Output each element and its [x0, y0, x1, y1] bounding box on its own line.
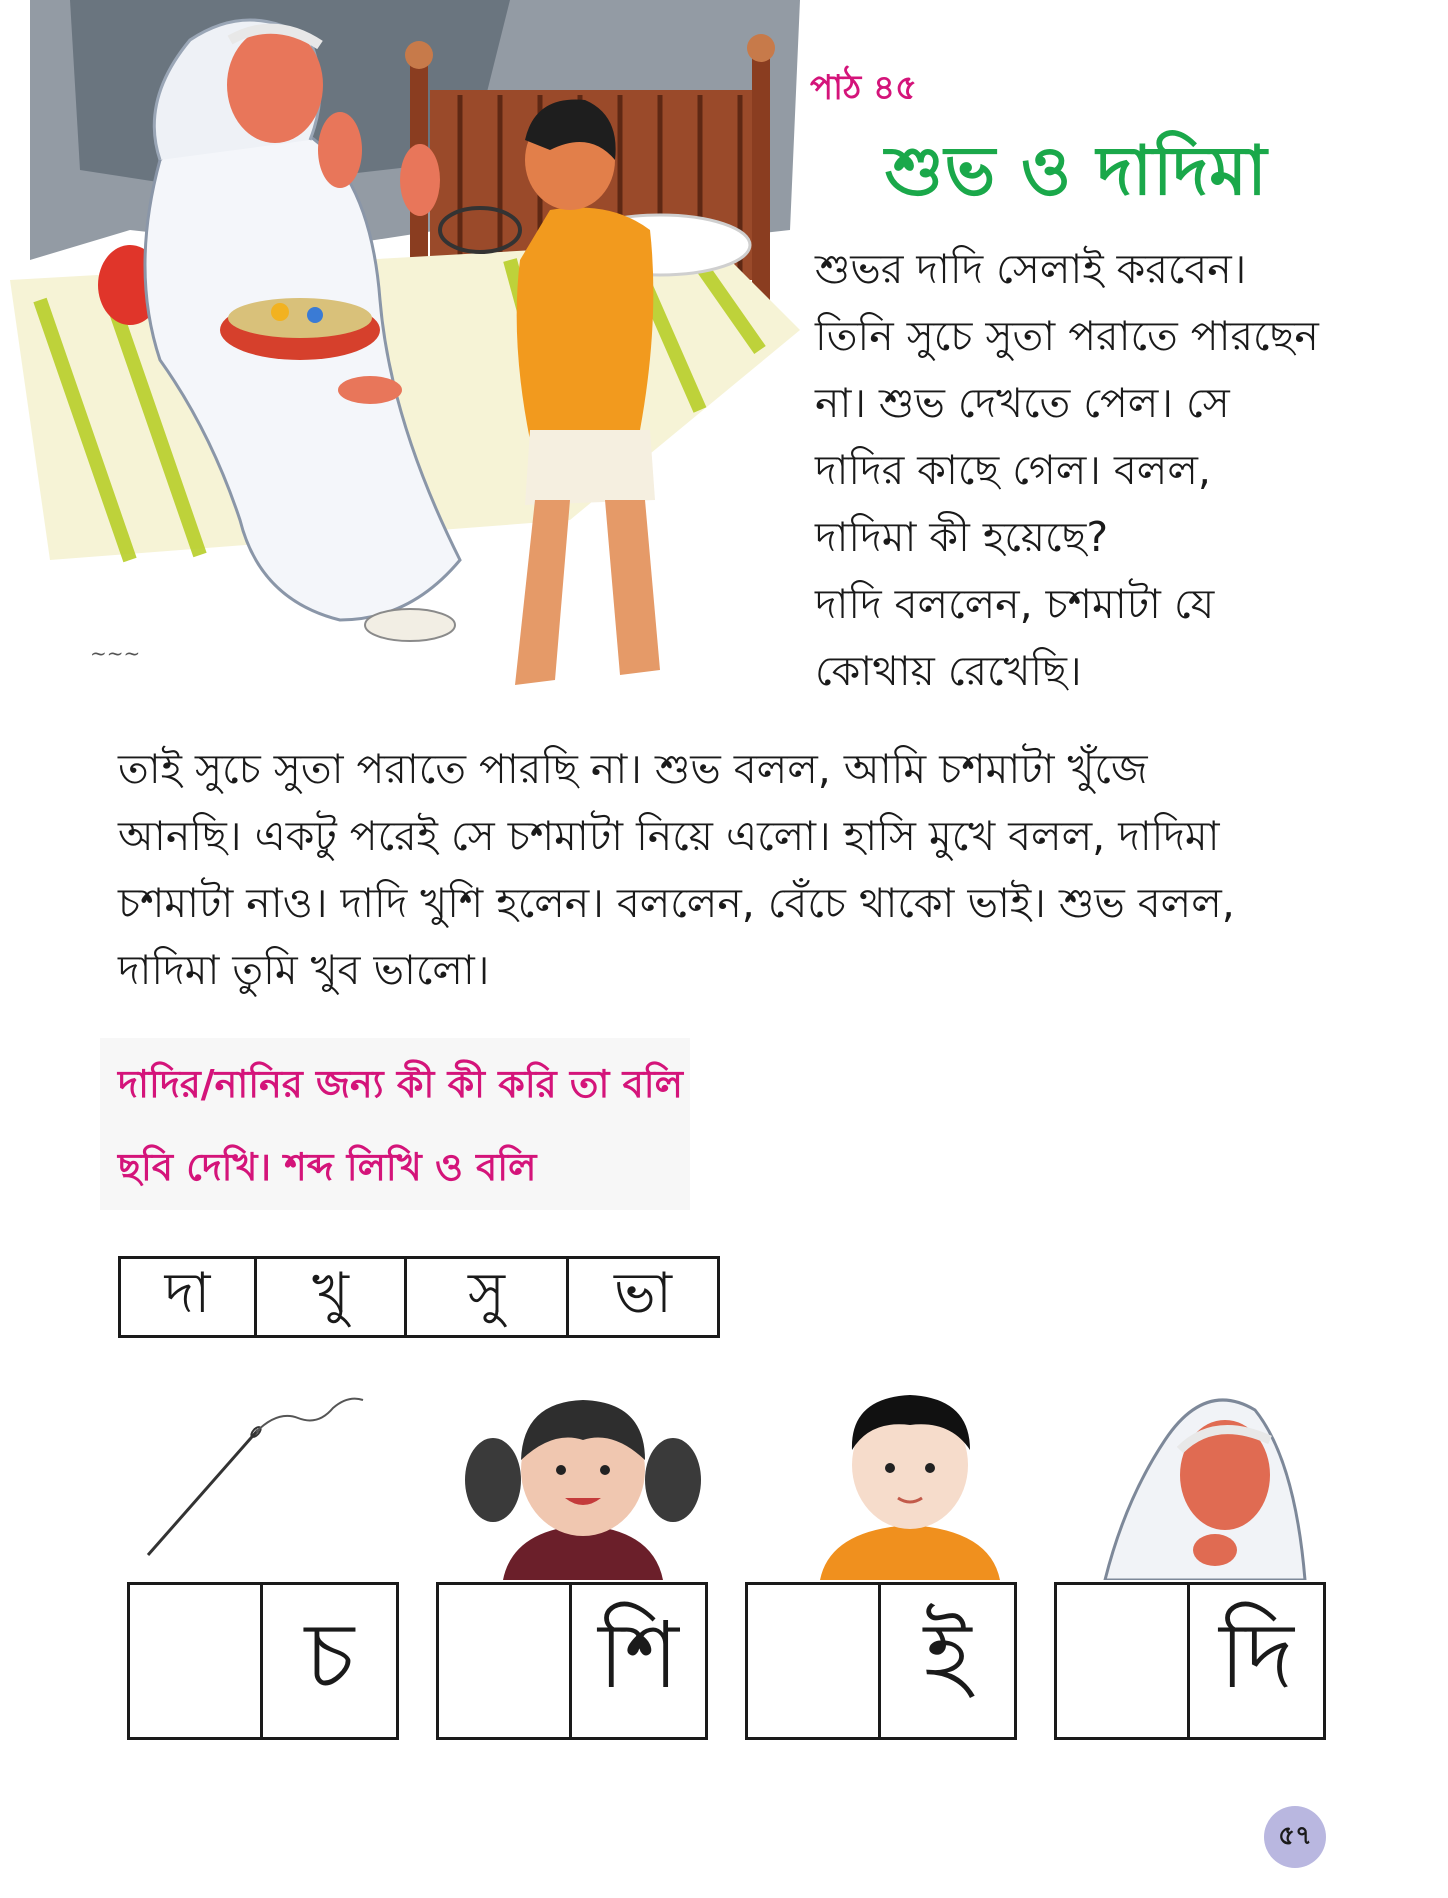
grandmother-icon: [1085, 1380, 1325, 1580]
answer-blank[interactable]: [1057, 1585, 1190, 1737]
story-illustration: [10, 0, 800, 740]
story-line: আনছি। একটু পরেই সে চশমাটা নিয়ে এলো। হাসি মুখে বলল, দাদিমা: [118, 812, 1220, 860]
answer-box: [745, 1582, 1017, 1740]
story-line: দাদিমা তুমি খুব ভালো।: [118, 946, 490, 994]
syllable-table: [118, 1256, 720, 1338]
girl-icon: [463, 1380, 703, 1580]
answer-box: [436, 1582, 708, 1740]
answer-given: চ: [304, 1602, 355, 1709]
instruction-write: ছবি দেখি। শব্দ লিখি ও বলি: [118, 1145, 537, 1189]
story-line: না। শুভ দেখতে পেল। সে: [815, 379, 1230, 427]
answer-box: [127, 1582, 399, 1740]
story-line: তাই সুচে সুতা পরাতে পারছি না। শুভ বলল, আমি চশমাটা খুঁজে: [118, 745, 1148, 793]
needle-icon: [128, 1380, 368, 1580]
boy-icon: [790, 1380, 1030, 1580]
page-number: ৫৭: [1264, 1806, 1326, 1868]
answer-given: শি: [598, 1602, 679, 1709]
answer-blank[interactable]: [439, 1585, 572, 1737]
lesson-number: পাঠ ৪৫: [810, 68, 918, 108]
answer-blank[interactable]: [130, 1585, 263, 1737]
answer-box: [1054, 1582, 1326, 1740]
story-line: দাদির কাছে গেল। বলল,: [815, 446, 1211, 494]
syllable-cell: দা: [121, 1259, 257, 1335]
story-line: দাদিমা কী হয়েছে?: [815, 513, 1109, 561]
svg-text:~~~: ~~~: [90, 641, 141, 665]
story-line: দাদি বললেন, চশমাটা যে: [815, 580, 1215, 628]
story-line: কোথায় রেখেছি।: [815, 647, 1082, 695]
lesson-title: শুভ ও দাদিমা: [885, 132, 1268, 211]
story-line: তিনি সুচে সুতা পরাতে পারছেন: [815, 312, 1319, 360]
story-line: চশমাটা নাও। দাদি খুশি হলেন। বললেন, বেঁচে থাকো ভাই। শুভ বলল,: [118, 879, 1235, 927]
instruction-discuss: দাদির/নানির জন্য কী কী করি তা বলি: [118, 1062, 683, 1106]
answer-given: দি: [1219, 1602, 1294, 1709]
syllable-cell: খু: [257, 1259, 407, 1335]
syllable-cell: ভা: [614, 1261, 672, 1326]
answer-blank[interactable]: [748, 1585, 881, 1737]
syllable-cell: সু: [407, 1259, 569, 1335]
answer-given: ই: [923, 1602, 972, 1709]
story-line: শুভর দাদি সেলাই করবেন।: [815, 245, 1247, 293]
